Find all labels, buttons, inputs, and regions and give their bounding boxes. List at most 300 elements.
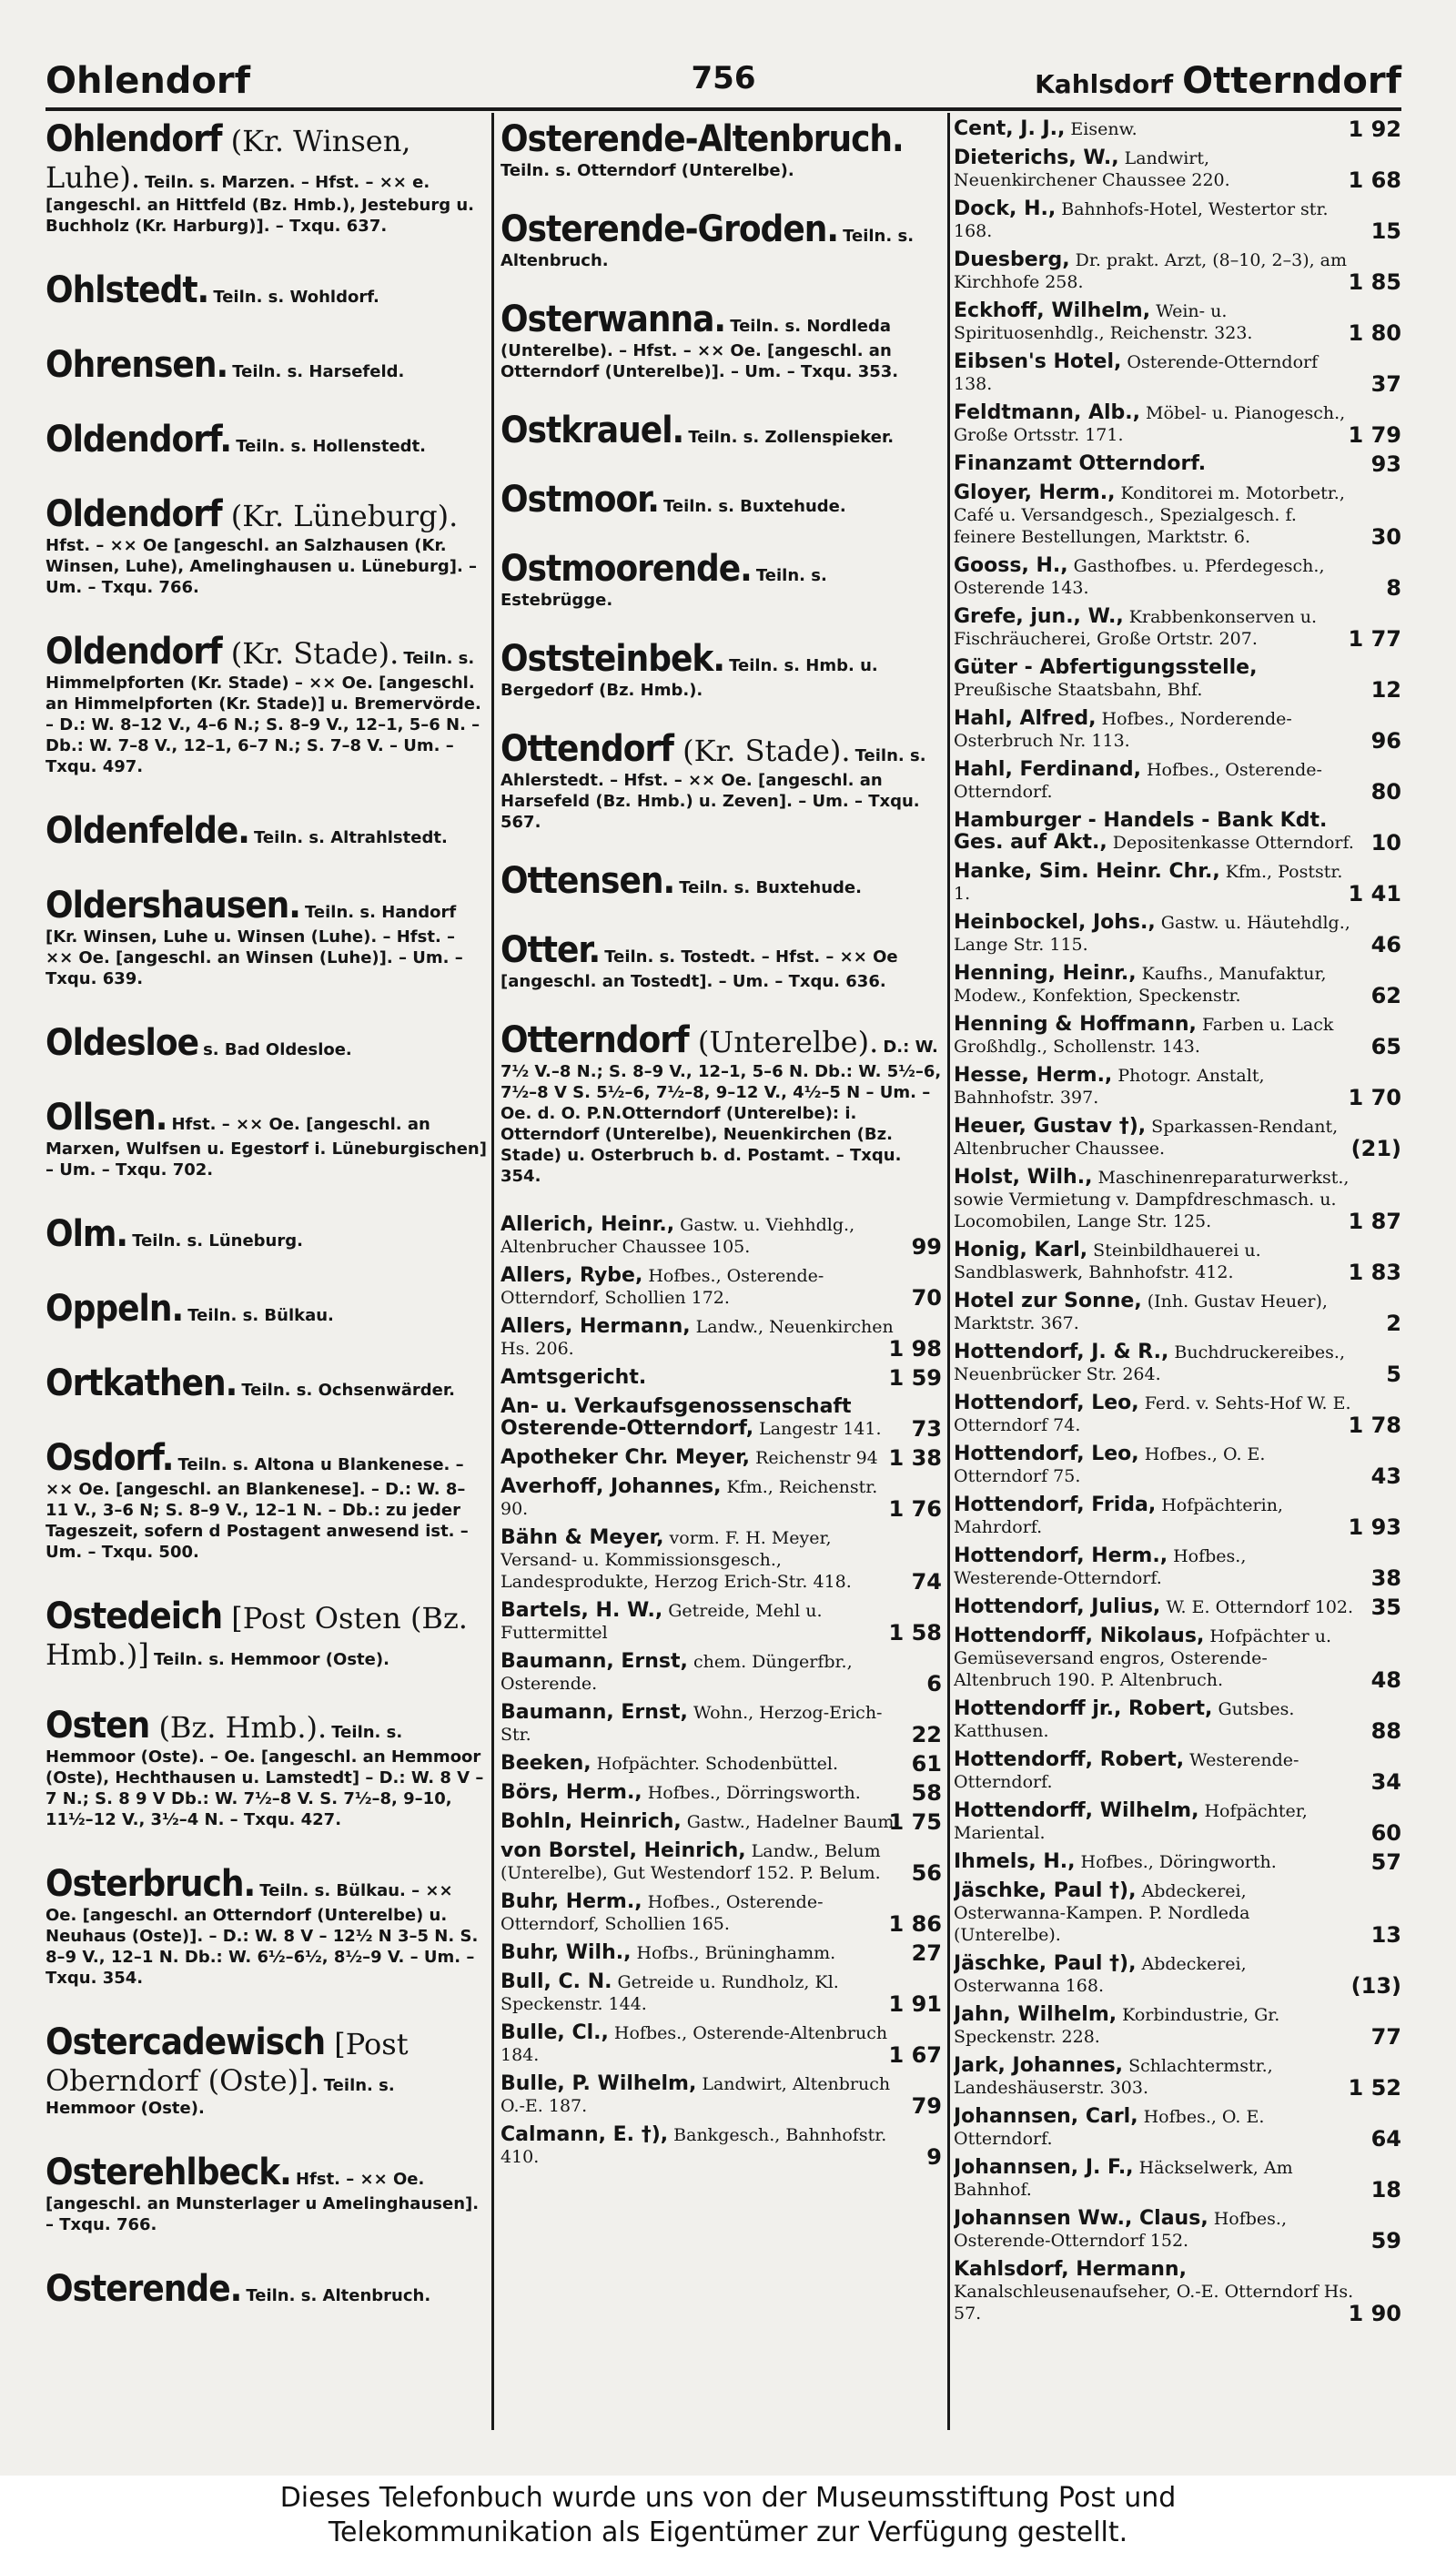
subscriber-details: Buchdruckereibes., Neuenbrücker Str. 264.	[954, 1342, 1345, 1384]
subscriber-name: Bohln, Heinrich,	[500, 1810, 682, 1833]
subscriber-name: Hottendorf, Frida,	[954, 1494, 1157, 1516]
subscriber-name: Hanke, Sim. Heinr. Chr.,	[954, 860, 1220, 883]
subscriber-entry	[954, 147, 1401, 191]
place-info: Teiln. s. Hmb. u. Bergedorf (Bz. Hmb.).	[500, 656, 878, 700]
subscriber-details: Hofpächter, Mariental.	[954, 1801, 1308, 1843]
phone-number: 1 87	[1348, 1209, 1401, 1234]
subscriber-entry	[954, 1065, 1401, 1109]
subscriber-details: Hofbes., O. E. Otterndorf.	[954, 2107, 1265, 2149]
phone-number: 1 90	[1348, 2301, 1401, 2326]
subscriber-entry	[954, 1851, 1401, 1873]
place-name: Ostkrauel.	[500, 410, 684, 451]
phone-number: 34	[1370, 1769, 1401, 1795]
subscriber-details: Korbindustrie, Gr. Speckenstr. 228.	[954, 2005, 1280, 2047]
place-info: Teiln. s. Altrahlstedt.	[254, 828, 448, 847]
phone-number: 1 85	[1348, 269, 1401, 295]
phone-number: 5	[1386, 1362, 1401, 1387]
phone-number: 65	[1370, 1034, 1401, 1059]
subscriber-details: Hofbes., Norderende-Osterbruch Nr. 113.	[954, 709, 1292, 751]
subscriber-entry	[500, 1702, 942, 1746]
place-heading	[46, 1437, 487, 1563]
subscriber-details: Hofbes., Osterende-Otterndorf, Schollien 165.	[500, 1892, 824, 1934]
subscriber-name: Henning, Heinr.,	[954, 962, 1137, 985]
place-qualifier: (Unterelbe).	[688, 1025, 879, 1059]
subscriber-entry	[954, 1116, 1401, 1160]
subscriber-details: Hofbes., Osterende-Altenbruch 184.	[500, 2023, 888, 2065]
subscriber-entry	[500, 2124, 942, 2168]
subscriber-entry	[500, 1476, 942, 1520]
place-heading	[500, 479, 942, 521]
place-name: Ohrensen.	[46, 344, 228, 386]
place-info: Teiln. s. Wohldorf.	[213, 288, 379, 307]
phone-number: 1 93	[1348, 1514, 1401, 1540]
place-heading	[46, 810, 487, 852]
subscriber-entry	[500, 1214, 942, 1258]
subscriber-entry	[500, 1840, 942, 1884]
place-name: Osten	[46, 1705, 150, 1747]
subscriber-details: Wohn., Herzog-Erich-Str.	[500, 1703, 883, 1745]
subscriber-entry	[500, 2022, 942, 2066]
subscriber-details: Hofbes., Dörringsworth.	[642, 1783, 861, 1803]
subscriber-entry	[954, 2259, 1401, 2324]
subscriber-details: Getreide u. Rundholz, Kl. Speckenstr. 144.	[500, 1972, 839, 2014]
subscriber-details: Osterende-Otterndorf 138.	[954, 352, 1319, 394]
phone-number: 22	[911, 1722, 942, 1747]
subscriber-name: Jäschke, Paul †),	[954, 1952, 1137, 1975]
place-info: s. Bad Oldesloe.	[203, 1040, 352, 1059]
place-name: Ostedeich	[46, 1595, 223, 1637]
subscriber-name: Holst, Wilh.,	[954, 1166, 1093, 1189]
place-name: Ollsen.	[46, 1097, 167, 1139]
place-info: Teiln. s. Nordleda (Unterelbe). – Hfst. – ×× Oe. [angeschl. an Otterndorf (Unterelbe)]. – Um. – Txqu. 353.	[500, 317, 899, 381]
subscriber-name: Hotel zur Sonne,	[954, 1290, 1142, 1312]
place-name: Otter.	[500, 929, 601, 971]
phone-number: 62	[1370, 983, 1401, 1008]
subscriber-name: Hottendorff, Nikolaus,	[954, 1625, 1205, 1647]
phone-number: 1 58	[888, 1620, 942, 1646]
subscriber-entry	[954, 1494, 1401, 1538]
subscriber-entry	[500, 1316, 942, 1360]
place-info: Teiln. s. Hemmoor (Oste). – Oe. [angeschl. an Hemmoor (Oste), Hechthausen u. Lamstedt] – D.: W. 8 V – 7 N.; S. 8 9 V Db.: W. 7½–8 V. S. 7½–8, 9–10, 11½–12 V., 3½–4 N. – Txqu. 427.	[46, 1723, 484, 1829]
phone-number: 1 52	[1348, 2075, 1401, 2101]
subscriber-name: Duesberg,	[954, 248, 1070, 271]
subscriber-entry	[954, 118, 1401, 140]
place-info: Teiln. s. Altona u Blankenese. – ×× Oe. [angeschl. an Blankenese]. – D.: W. 8–11 V., 3–6 N; S. 8–9 V., 12–1 N. – Db.: zu jeder Tageszeit, sofern d Postagent anwesend ist. – Um. – Txqu. 500.	[46, 1455, 469, 1562]
page-header	[46, 60, 1401, 111]
subscriber-entry	[954, 2106, 1401, 2150]
subscriber-details: Hofpächterin, Mahrdorf.	[954, 1495, 1283, 1537]
subscriber-name: Gloyer, Herm.,	[954, 481, 1116, 504]
place-heading	[46, 1213, 487, 1255]
subscriber-name: Beeken,	[500, 1752, 592, 1775]
subscriber-entry	[954, 759, 1401, 803]
place-info: Teiln. s. Altenbruch.	[246, 2286, 431, 2305]
phone-number: 12	[1370, 677, 1401, 703]
subscriber-details: Landwirt, Altenbruch O.-E. 187.	[500, 2074, 891, 2116]
place-heading	[46, 1097, 487, 1180]
subscriber-entry	[954, 1698, 1401, 1742]
phone-number: 61	[911, 1751, 942, 1777]
phone-number: 1 67	[888, 2042, 942, 2068]
phone-number: 56	[911, 1860, 942, 1886]
subscriber-name: Dieterichs, W.,	[954, 147, 1119, 169]
subscriber-name: von Borstel, Heinrich,	[500, 1839, 746, 1862]
phone-number: 1 98	[888, 1336, 942, 1362]
phone-number: 1 79	[1348, 422, 1401, 448]
place-info: Teiln. s. Otterndorf (Unterelbe).	[500, 161, 794, 180]
column-3	[954, 118, 1401, 2439]
place-info: D.: W. 7½ V.–8 N.; S. 8–9 V., 12–1, 5–6 N. Db.: W. 5½–6, 7½–8 V S. 5½–6, 7½–8, 9–12 V., 4½–5 N – Um. – Oe. d. O. P.N.Otterndorf (Unterelbe): i. Otterndorf (Unterelbe), Neuenkirchen (Bz. Stade) u. Osterbruch b. d. Postamt. – Txqu. 354.	[500, 1038, 942, 1186]
subscriber-name: Jäschke, Paul †),	[954, 1879, 1137, 1902]
subscriber-entry	[500, 1367, 942, 1389]
subscriber-entry	[954, 1800, 1401, 1844]
subscriber-entry	[954, 198, 1401, 242]
phone-number: 13	[1370, 1922, 1401, 1948]
place-heading	[46, 1705, 487, 1830]
subscriber-details: Gasthofbes. u. Pferdegesch., Osterende 143.	[954, 556, 1325, 598]
subscriber-details: Dr. prakt. Arzt, (8–10, 2–3), am Kirchhofe 258.	[954, 250, 1348, 292]
place-name: Osterende-Altenbruch.	[500, 118, 904, 160]
subscriber-details: Schlachtermstr., Landeshäuserstr. 303.	[954, 2056, 1273, 2098]
phone-number: 58	[911, 1780, 942, 1806]
place-heading	[46, 269, 487, 311]
subscriber-name: Eckhoff, Wilhelm,	[954, 299, 1151, 322]
place-qualifier: (Kr. Stade).	[221, 636, 399, 671]
place-name: Ohlendorf	[46, 118, 222, 160]
subscriber-entry	[954, 555, 1401, 599]
phone-number: 80	[1370, 779, 1401, 805]
subscriber-details: Reichenstr 94	[750, 1448, 878, 1468]
place-name: Ortkathen.	[46, 1362, 238, 1404]
place-info: Teiln. s. Handorf [Kr. Winsen, Luhe u. Winsen (Luhe). – Hfst. – ×× Oe. [angeschl. an Winsen (Luhe)]. – Um. – Txqu. 639.	[46, 903, 463, 988]
subscriber-name: Finanzamt Otterndorf.	[954, 452, 1207, 475]
place-info: Teiln. s. Estebrügge.	[500, 566, 827, 610]
place-info: Hfst. – ×× Oe [angeschl. an Salzhausen (Kr. Winsen, Luhe), Amelinghausen u. Lüneburg]. – Um. – Txqu. 766.	[46, 536, 478, 597]
place-qualifier: (Kr. Lüneburg).	[221, 499, 459, 533]
place-heading	[46, 493, 487, 598]
subscriber-entry	[954, 912, 1401, 956]
place-name: Oldendorf	[46, 631, 222, 673]
subscriber-entry	[954, 1392, 1401, 1436]
subscriber-entry	[500, 1811, 942, 1833]
column-2	[500, 118, 942, 2439]
subscriber-name: Averhoff, Johannes,	[500, 1475, 722, 1498]
subscriber-name: Eibsen's Hotel,	[954, 350, 1122, 373]
footer-line-1: Dieses Telefonbuch wurde uns von der Museumsstiftung Post und	[279, 2482, 1177, 2514]
place-qualifier: [Post Oberndorf (Oste)].	[46, 2027, 409, 2098]
subscriber-entry	[954, 708, 1401, 752]
subscriber-entry	[954, 1545, 1401, 1589]
subscriber-entry	[500, 1942, 942, 1964]
place-heading	[46, 1595, 487, 1672]
footer-line-2: Telekommunikation als Eigentümer zur Verfügung gestellt.	[328, 2517, 1128, 2548]
place-heading	[46, 1022, 487, 1064]
subscriber-entry	[500, 1891, 942, 1935]
phone-number: 1 83	[1348, 1260, 1401, 1285]
subscriber-name: Güter - Abfertigungsstelle,	[954, 656, 1258, 679]
subscriber-name: Bulle, Cl.,	[500, 2021, 609, 2044]
place-name: Ottensen.	[500, 860, 675, 902]
subscriber-details: Eisenw.	[1065, 119, 1138, 139]
subscriber-name: Hahl, Alfred,	[954, 707, 1097, 730]
subscriber-details: Möbel- u. Pianogesch., Große Ortsstr. 171.	[954, 403, 1346, 445]
subscriber-name: Hottendorf, Julius,	[954, 1595, 1161, 1618]
subscriber-name: Bartels, H. W.,	[500, 1599, 663, 1622]
place-info: Teiln. s. Marzen. – Hfst. – ×× e. [angeschl. an Hittfeld (Bz. Hmb.), Jesteburg u. Buchholz (Kr. Harburg)]. – Txqu. 637.	[46, 173, 474, 236]
place-heading	[46, 631, 487, 777]
subscriber-entry	[954, 810, 1401, 854]
subscriber-details: Bahnhofs-Hotel, Westertor str. 168.	[954, 199, 1329, 241]
phone-number: 79	[911, 2093, 942, 2119]
page-number: 756	[691, 60, 756, 96]
column-1	[46, 118, 487, 2439]
phone-number: 60	[1370, 1820, 1401, 1846]
place-heading	[46, 885, 487, 989]
phone-number: 15	[1370, 218, 1401, 244]
place-heading	[500, 1019, 942, 1187]
subscriber-name: Hesse, Herm.,	[954, 1064, 1113, 1087]
subscriber-entry	[954, 249, 1401, 293]
subscriber-name: Amtsgericht.	[500, 1366, 647, 1389]
subscriber-entry	[954, 482, 1401, 548]
phone-number: 93	[1370, 451, 1401, 477]
place-info: Hfst. – ×× Oe. [angeschl. an Munsterlager u Amelinghausen]. – Txqu. 766.	[46, 2170, 480, 2234]
subscriber-details: Abdeckerei, Osterwanna-Kampen. P. Nordleda (Unterelbe).	[954, 1881, 1250, 1945]
subscriber-entry	[954, 1596, 1401, 1618]
subscriber-details: Hofpächter. Schodenbüttel.	[591, 1754, 839, 1774]
subscriber-entry	[500, 1753, 942, 1775]
place-name: Osterende.	[46, 2268, 242, 2310]
subscriber-entry	[500, 1396, 942, 1440]
subscriber-details: Landw., Neuenkirchen Hs. 206.	[500, 1317, 894, 1359]
subscriber-name: Hottendorf, Leo,	[954, 1443, 1139, 1465]
subscriber-entry	[954, 1625, 1401, 1691]
phone-number: 74	[911, 1569, 942, 1595]
subscriber-details: Hofbes., Osterende-Otterndorf 152.	[954, 2209, 1288, 2251]
subscriber-details: Hofbes., Osterende-Otterndorf, Schollien 172.	[500, 1266, 824, 1308]
subscriber-details: Sparkassen-Rendant, Altenbrucher Chaussee.	[954, 1117, 1339, 1159]
place-qualifier: (Kr. Stade).	[672, 734, 851, 768]
place-info: Teiln. s. Harsefeld.	[232, 362, 405, 381]
subscriber-name: Cent, J. J.,	[954, 118, 1066, 140]
subscriber-name: Johannsen, J. F.,	[954, 2156, 1134, 2179]
subscriber-details: Kaufhs., Manufaktur, Modew., Konfektion, Speckenstr.	[954, 964, 1327, 1006]
subscriber-details: Photogr. Anstalt, Bahnhofstr. 397.	[954, 1066, 1265, 1108]
subscriber-details: Landw., Belum (Unterelbe), Gut Westendorf 152. P. Belum.	[500, 1841, 881, 1883]
phone-number: 18	[1370, 2177, 1401, 2203]
subscriber-name: Honig, Karl,	[954, 1239, 1088, 1261]
subscriber-details: Gastw., Hadelner Baum	[681, 1812, 895, 1832]
place-name: Osdorf.	[46, 1437, 174, 1479]
place-info: Hfst. – ×× Oe. [angeschl. an Marxen, Wulfsen u. Egestorf i. Lüneburgischen] – Um. – Txqu. 702.	[46, 1115, 487, 1180]
place-heading	[46, 2268, 487, 2310]
place-name: Oppeln.	[46, 1288, 184, 1330]
phone-number: 99	[911, 1234, 942, 1260]
subscriber-name: Baumann, Ernst,	[500, 1650, 688, 1673]
place-heading	[500, 208, 942, 271]
subscriber-name: Hottendorff, Robert,	[954, 1748, 1185, 1771]
phone-number: 64	[1370, 2126, 1401, 2152]
phone-number: 1 80	[1348, 320, 1401, 346]
place-name: Oldenfelde.	[46, 810, 249, 852]
subscriber-details: Langestr 141.	[753, 1419, 882, 1439]
place-info: Teiln. s. Hollenstedt.	[236, 437, 427, 456]
subscriber-name: Heuer, Gustav †),	[954, 1115, 1147, 1138]
subscriber-entry	[954, 1240, 1401, 1283]
subscriber-name: Hottendorf, Leo,	[954, 1392, 1139, 1414]
subscriber-entry	[954, 2055, 1401, 2099]
place-heading	[500, 728, 942, 833]
place-info: Teiln. s. Buxtehude.	[679, 878, 862, 897]
phone-number: 59	[1370, 2228, 1401, 2253]
subscriber-entry	[954, 300, 1401, 344]
subscriber-name: Kahlsdorf, Hermann,	[954, 2258, 1187, 2281]
phone-number: 43	[1370, 1463, 1401, 1489]
phone-number: 38	[1370, 1565, 1401, 1591]
place-name: Ohlstedt.	[46, 269, 209, 311]
subscriber-name: Henning & Hoffmann,	[954, 1013, 1197, 1036]
place-heading	[46, 118, 487, 237]
phone-number: 1 38	[888, 1445, 942, 1471]
phone-number: 1 91	[888, 1991, 942, 2017]
place-info: Teiln. s. Ahlerstedt. – Hfst. – ×× Oe. [angeschl. an Harsefeld (Bz. Hmb.) u. Zeven]. – Um. – Txqu. 567.	[500, 746, 926, 832]
place-info: Teiln. s. Lüneburg.	[132, 1231, 303, 1251]
place-heading	[46, 1288, 487, 1330]
phone-number: 1 70	[1348, 1085, 1401, 1110]
place-name: Osterwanna.	[500, 299, 726, 340]
subscriber-details: Hofbes., Westerende-Otterndorf.	[954, 1546, 1247, 1588]
subscriber-name: Hottendorf, J. & R.,	[954, 1341, 1169, 1363]
subscriber-name: Hottendorff jr., Robert,	[954, 1697, 1213, 1720]
subscriber-name: Hottendorf, Herm.,	[954, 1544, 1168, 1567]
subscriber-name: Johannsen Ww., Claus,	[954, 2207, 1208, 2230]
place-name: Ostmoor.	[500, 479, 659, 521]
place-name: Ottendorf	[500, 728, 673, 770]
subscriber-entry	[954, 402, 1401, 446]
place-info: Teiln. s. Himmelpforten (Kr. Stade) – ×× Oe. [angeschl. an Himmelpforten (Kr. Stade)] u. Bremervörde. – D.: W. 8–12 V., 4–6 N.; S. 8–9 V., 12–1, 5–6 N. – Db.: W. 7–8 V., 12–1, 6–7 N.; S. 7–8 V. – Um. – Txqu. 497.	[46, 649, 481, 776]
subscriber-details: Hofbes., Osterende-Otterndorf.	[954, 760, 1322, 802]
place-name: Ostercadewisch	[46, 2021, 326, 2063]
place-name: Osterbruch.	[46, 1863, 256, 1905]
subscriber-name: An- u. Verkaufsgenossenschaft Osterende-Otterndorf,	[500, 1395, 852, 1440]
subscriber-name: Johannsen, Carl,	[954, 2105, 1138, 2128]
phone-number: 48	[1370, 1667, 1401, 1693]
subscriber-entry	[954, 657, 1401, 701]
subscriber-name: Gooss, H.,	[954, 554, 1068, 577]
phone-number: 96	[1370, 728, 1401, 754]
subscriber-details: vorm. F. H. Meyer, Versand- u. Kommissionsgesch., Landesprodukte, Herzog Erich-Str. 418.	[500, 1528, 852, 1592]
subscriber-entry	[500, 2073, 942, 2117]
subscriber-details: Depositenkasse Otterndorf.	[1107, 833, 1354, 853]
subscriber-entry	[954, 1749, 1401, 1793]
place-name: Oststeinbek.	[500, 638, 724, 680]
subscriber-details: Steinbildhauerei u. Sandblaswerk, Bahnhofstr. 412.	[954, 1241, 1261, 1282]
subscriber-details: Gastw. u. Viehhdlg., Altenbrucher Chaussee 105.	[500, 1215, 855, 1257]
place-info: Teiln. s. Altenbruch.	[500, 227, 915, 270]
place-heading	[500, 410, 942, 451]
subscriber-entry	[954, 2208, 1401, 2252]
place-heading	[500, 860, 942, 902]
phone-number: 88	[1370, 1718, 1401, 1744]
subscriber-name: Jahn, Wilhelm,	[954, 2003, 1117, 2026]
subscriber-details: Ferd. v. Sehts-Hof W. E. Otterndorf 74.	[954, 1393, 1351, 1435]
subscriber-details: Hofpächter u. Gemüseversand engros, Osterende-Altenbruch 190. P. Altenbruch.	[954, 1626, 1332, 1690]
phone-number: 1 68	[1348, 167, 1401, 193]
place-info: Teiln. s. Bülkau. – ×× Oe. [angeschl. an Otterndorf (Unterelbe) u. Neuhaus (Oste)]. – D.: W. 8 V – 12½ N 3–5 N. S. 8–9 V., 12–1 N. Db.: W. 6½–6½, 8½–9 V. – Um. – Txqu. 354.	[46, 1881, 479, 1988]
phone-number: 1 76	[888, 1496, 942, 1522]
subscriber-entry	[500, 1651, 942, 1695]
place-info: Teiln. s. Hemmoor (Oste).	[46, 2076, 395, 2118]
place-heading	[500, 118, 942, 181]
subscriber-name: Heinbockel, Johs.,	[954, 911, 1156, 934]
subscriber-entry	[500, 1447, 942, 1469]
subscriber-entry	[500, 1527, 942, 1593]
subscriber-entry	[954, 963, 1401, 1007]
phone-number: 27	[911, 1940, 942, 1966]
subscriber-name: Grefe, jun., W.,	[954, 605, 1124, 628]
subscriber-name: Calmann, E. †),	[500, 2123, 669, 2146]
subscriber-details: chem. Düngerfbr., Osterende.	[500, 1652, 853, 1694]
place-info: Teiln. s. Ochsenwärder.	[241, 1381, 455, 1400]
phone-number: 70	[911, 1285, 942, 1311]
phone-number: 10	[1370, 830, 1401, 856]
place-info: Teiln. s. Buxtehude.	[663, 497, 846, 516]
place-info: Teiln. s. Hemmoor (Oste).	[153, 1650, 389, 1669]
place-name: Oldesloe	[46, 1022, 198, 1064]
subscriber-details: Preußische Staatsbahn, Bhf.	[954, 680, 1203, 700]
subscriber-name: Hottendorff, Wilhelm,	[954, 1799, 1199, 1822]
phone-number: 77	[1370, 2024, 1401, 2050]
subscriber-details: Wein- u. Spirituosenhdlg., Reichenstr. 323.	[954, 301, 1253, 343]
subscriber-name: Baumann, Ernst,	[500, 1701, 688, 1724]
subscriber-details: Kanalschleusenaufseher, O.-E. Otterndorf Hs. 57.	[954, 2282, 1354, 2324]
phone-number: 37	[1370, 371, 1401, 397]
header-right-keyword	[1035, 60, 1401, 102]
place-name: Osterende-Groden.	[500, 208, 839, 250]
phone-number: (13)	[1350, 1973, 1401, 1999]
place-heading	[46, 344, 487, 386]
subscriber-entry	[954, 2004, 1401, 2048]
place-heading	[500, 548, 942, 611]
subscriber-name: Ihmels, H.,	[954, 1850, 1076, 1873]
subscriber-details: Gastw. u. Häutehdlg., Lange Str. 115.	[954, 913, 1350, 955]
subscriber-entry	[954, 351, 1401, 395]
subscriber-entry	[954, 1167, 1401, 1232]
subscriber-name: Jark, Johannes,	[954, 2054, 1124, 2077]
subscriber-name: Feldtmann, Alb.,	[954, 401, 1141, 424]
subscriber-details: Häckselwerk, Am Bahnhof.	[954, 2158, 1293, 2200]
subscriber-entry	[954, 1880, 1401, 1946]
phone-number: (21)	[1350, 1136, 1401, 1161]
place-name: Ostmoorende.	[500, 548, 752, 590]
subscriber-details: Abdeckerei, Osterwanna 168.	[954, 1954, 1247, 1996]
subscriber-entry	[500, 1600, 942, 1644]
place-name: Otterndorf	[500, 1019, 689, 1061]
header-left-keyword: Ohlendorf	[46, 60, 251, 102]
phone-number: 30	[1370, 524, 1401, 550]
place-heading	[500, 638, 942, 701]
header-rule	[46, 107, 1401, 111]
place-info: Teiln. s. Bülkau.	[187, 1306, 334, 1325]
subscriber-entry	[954, 1014, 1401, 1058]
place-heading	[46, 1863, 487, 1989]
subscriber-details: Landwirt, Neuenkirchener Chaussee 220.	[954, 148, 1230, 190]
subscriber-name: Bulle, P. Wilhelm,	[500, 2072, 697, 2095]
subscriber-name: Dock, H.,	[954, 197, 1057, 220]
subscriber-entry	[500, 1971, 942, 2015]
subscriber-details: Krabbenkonserven u. Fischräucherei, Große Ortstr. 207.	[954, 607, 1318, 649]
place-heading	[46, 2021, 487, 2119]
